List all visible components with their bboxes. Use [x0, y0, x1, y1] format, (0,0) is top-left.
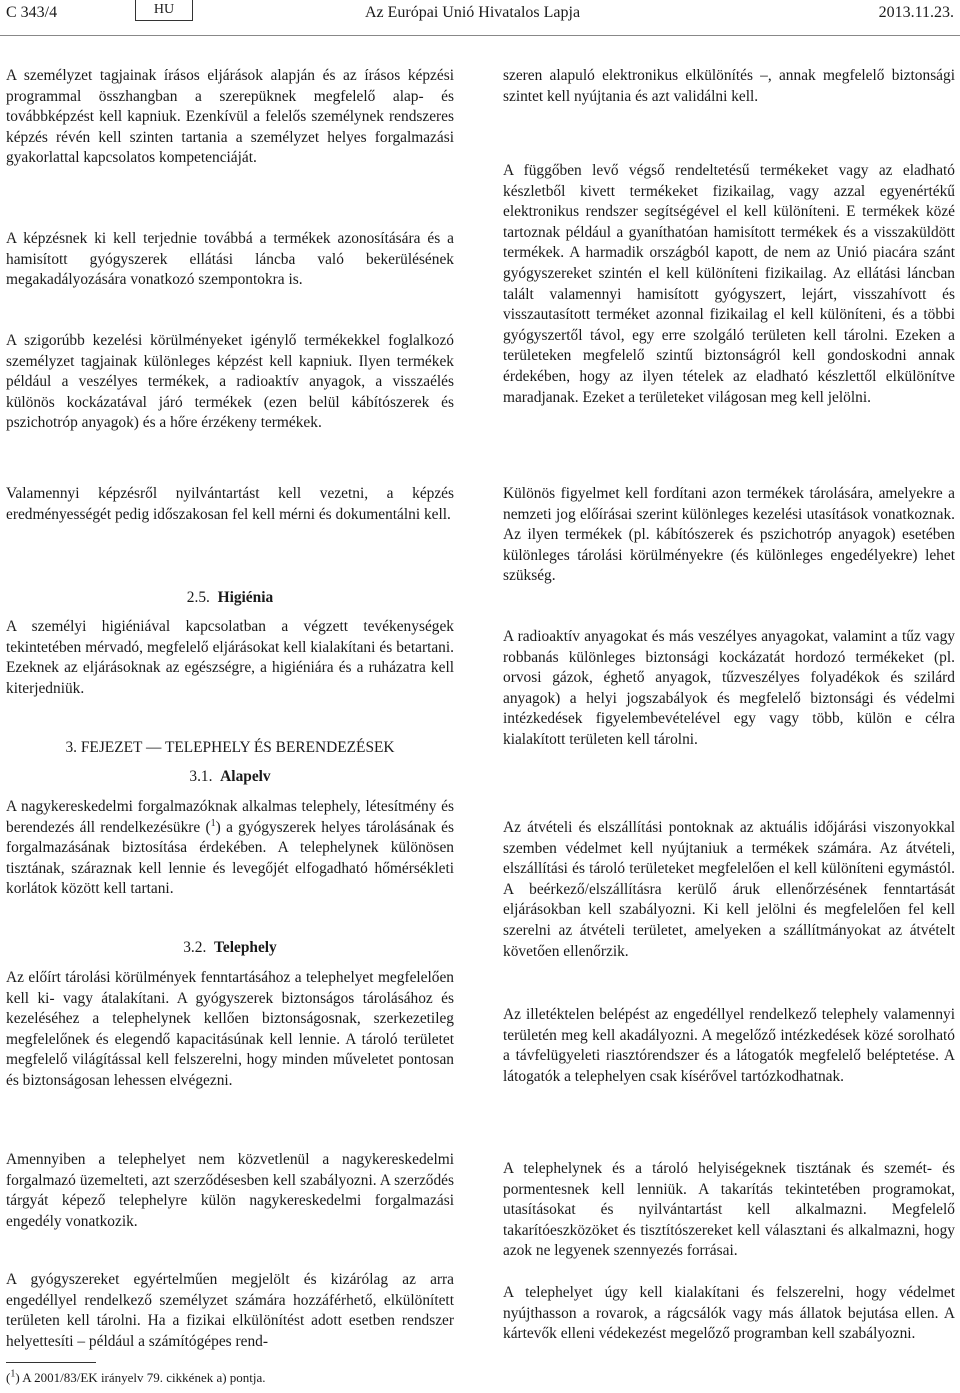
- paragraph: A nagykereskedelmi forgalmazóknak alkalmas telephely, létesítmény és berendezés áll rendelkezésükre ($^1$) a gyógyszerek helyes tárolásának és forgalmazásának biztosítása érdekében. A telephelynek különösen tisztának, száraznak kell lennie és levegőjét elfogadható hőmérsékleti korlátok között kell tartani.: [6, 798, 454, 898]
- header-divider: [0, 35, 960, 36]
- paragraph: A szigorúbb kezelési körülményeket igénylő termékekkel foglalkozó személyzet tagjainak különleges képzést kell kapniuk. Ilyen termékek például a veszélyes termékek, a radioaktív anyagok, a visszaélés különös kockázatával járó termékek (ezen belül kábítószerek és pszichotróp anyagok) és a hőre érzékeny termékek.: [6, 332, 454, 432]
- footnote-reference[interactable]: 1: [210, 817, 216, 829]
- paragraph: Különös figyelmet kell fordítani azon termékek tárolására, amelyekre a nemzeti jog előírásai szerint különleges kezelési utasítások vonatkoznak. Az ilyen termékek (pl. kábítószerek és pszichotróp anyagok) esetében különleges tárolási körülményekre (és különleges engedélyekre) lehet szükség.: [503, 485, 955, 585]
- paragraph: Valamennyi képzésről nyilvántartást kell vezetni, a képzés eredményességét pedig időszakosan fel kell mérni és dokumentálni kell.: [6, 485, 454, 523]
- paragraph: Az előírt tárolási körülmények fenntartásához a telephelyet megfelelően kell ki- vagy átalakítani. A gyógyszerek biztonságos tárolásához és kezeléséhez a telephelynek kellően biztonságosnak, szerkezetileg megfelelőnek és elegendő kapacitásúnak kell lennie. A tároló területet megfelelő világítással kell felszerelni, hogy minden műveletet pontosan és biztonságosan lehessen elvégezni.: [6, 969, 454, 1089]
- footnote-divider: [6, 1362, 96, 1363]
- page-header: [0, 3, 960, 25]
- section-number: 3.2.: [183, 939, 207, 956]
- section-number: 2.5.: [186, 589, 210, 606]
- paragraph: Az átvételi és elszállítási pontoknak az aktuális időjárási viszonyokkal szemben védelmet kell nyújtaniuk a termékek számára. Az átvételi, elszállítási és tároló területeket megfelelően el kell különíteni egymástól. A beérkező/elszállításra kerülő áruk ellenőrzésének fenntartását eljárásokban kell szabályozni. Ki kell jelölni és megfelelően fel kell szerelni az átvételi területet, amelyeken a szállítmányokat az átvételt követően ellenőrzik.: [503, 819, 955, 960]
- publication-date: 2013.11.23.: [878, 4, 954, 21]
- paragraph: A függőben levő végső rendeltetésű termékeket vagy az eladható készletből kivett termékeket fizikailag, vagy azzal egyenértékű elektronikus rendszer segítségével el kell különíteni. E termékek közé tartoznak például a gyaníthatóan hamisított termékek és a visszaküldött termékek. A harmadik országból kapott, de nem az Unió piacára szánt gyógyszereket szintén el kell különíteni fizikailag. Az ellátási láncban talált valamennyi hamisított gyógyszert, lejárt, visszahívott és visszautasított terméket azonnal fizikailag el kell különíteni, és a többi gyógyszertől távol, egy erre szolgáló területen kell tárolni. Ezeken a területeken megfelelő szintű biztonságról kell gondoskodni annak érdekében, hogy az ilyen tételek az eladható készlettől elkülönítve maradjanak. Ezeket a területeket világosan meg kell jelölni.: [503, 162, 955, 406]
- section-heading-2-5: [6, 588, 454, 609]
- section-title: Higiénia: [217, 589, 274, 606]
- footnote: ($^1$) A 2001/83/EK irányelv 79. cikkének a) pontja.: [6, 1368, 266, 1385]
- paragraph: A telephelyet úgy kell kialakítani és felszerelni, hogy védelmet nyújthasson a rovarok, a rágcsálók vagy más állatok bejutása ellen. A kártevők elleni védekezést megelőző programban kell szabályozni.: [503, 1284, 955, 1343]
- page-reference: C 343/4: [6, 4, 58, 21]
- paragraph: A gyógyszereket egyértelműen megjelölt és kizárólag az arra engedéllyel rendelkező személyzet számára hozzáférhető, elkülönített területen kell tárolni. Ha a fizikai elkülönítést adott esetben rendszer helyettesíti – például a számítógépes rend-: [6, 1271, 454, 1350]
- paragraph: Amennyiben a telephelyet nem közvetlenül a nagykereskedelmi forgalmazó üzemelteti, azt szerződésesben kell szabályozni. A szerződés tárgyát képező telephelyre külön nagykereskedelmi forgalmazási engedély vonatkozik.: [6, 1151, 454, 1230]
- footnote-mark: 1: [10, 1368, 16, 1380]
- section-heading-3-2: [6, 938, 454, 959]
- paragraph: A képzésnek ki kell terjednie továbbá a termékek azonosítására és a hamisított gyógyszerek ellátási láncba való bekerülésének megakadályozására vonatkozó szempontokra is.: [6, 230, 454, 289]
- paragraph: A telephelynek és a tároló helyiségeknek tisztának és szemét- és pormentesnek kell lenniük. A takarítás tekintetében programokat, utasításokat és nyilvántartást kell alkalmazni. Megfelelő takarítóeszközöket és tisztítószereket kell választani és alkalmazni, hogy azok ne legyenek szennyezés forrásai.: [503, 1160, 955, 1260]
- section-title: Telephely: [214, 939, 277, 956]
- section-number: 3.1.: [189, 768, 213, 785]
- journal-title: Az Európai Unió Hivatalos Lapja: [365, 4, 581, 21]
- chapter-heading: 3. FEJEZET — TELEPHELY ÉS BERENDEZÉSEK: [65, 739, 395, 756]
- paragraph: szeren alapuló elektronikus elkülönítés –, annak megfelelő biztonsági szintet kell nyújtania és azt validálni kell.: [503, 67, 955, 105]
- paragraph: A személyi higiéniával kapcsolatban a végzett tevékenységek tekintetében mérvadó, megfelelő eljárásokat kell kialakítani és betartani. Ezeknek az eljárásoknak az egészségre, a higiéniára és a ruházatra kell kiterjedniük.: [6, 618, 454, 697]
- section-title: Alapelv: [220, 768, 271, 785]
- footnote-text: A 2001/83/EK irányelv 79. cikkének a) pontja.: [19, 1370, 266, 1385]
- section-heading-3-1: [6, 767, 454, 788]
- paragraph: A személyzet tagjainak írásos eljárások alapján és az írásos képzési programmal összhangban a szerepüknek megfelelő alap- és továbbképzést kell kapniuk. Ezenkívül a felelős személynek rendszeres képzés révén kell szinten tartania a személyzet helyes forgalmazási gyakorlattal kapcsolatos kompetenciáját.: [6, 67, 454, 167]
- language-badge: HU: [135, 0, 193, 21]
- paragraph: Az illetéktelen belépést az engedéllyel rendelkező telephely valamennyi területén meg kell akadályozni. A megelőző intézkedések közé sorolható a távfelügyeleti riasztórendszer és a látogatók megfelelő beléptetése. A látogatók a telephelyen csak kísérővel tartózkodhatnak.: [503, 1006, 955, 1085]
- paragraph: A radioaktív anyagokat és más veszélyes anyagokat, valamint a tűz vagy robbanás különleges biztonsági kockázatát hordozó termékeket (pl. orvosi gázok, éghető anyagok, tűzveszélyes folyadékok és szilárd anyagok) a helyi jogszabályok és megfelelő biztonsági és védelmi intézkedések figyelembevételével egy vagy több, külön e célra kialakított területen kell tárolni.: [503, 628, 955, 748]
